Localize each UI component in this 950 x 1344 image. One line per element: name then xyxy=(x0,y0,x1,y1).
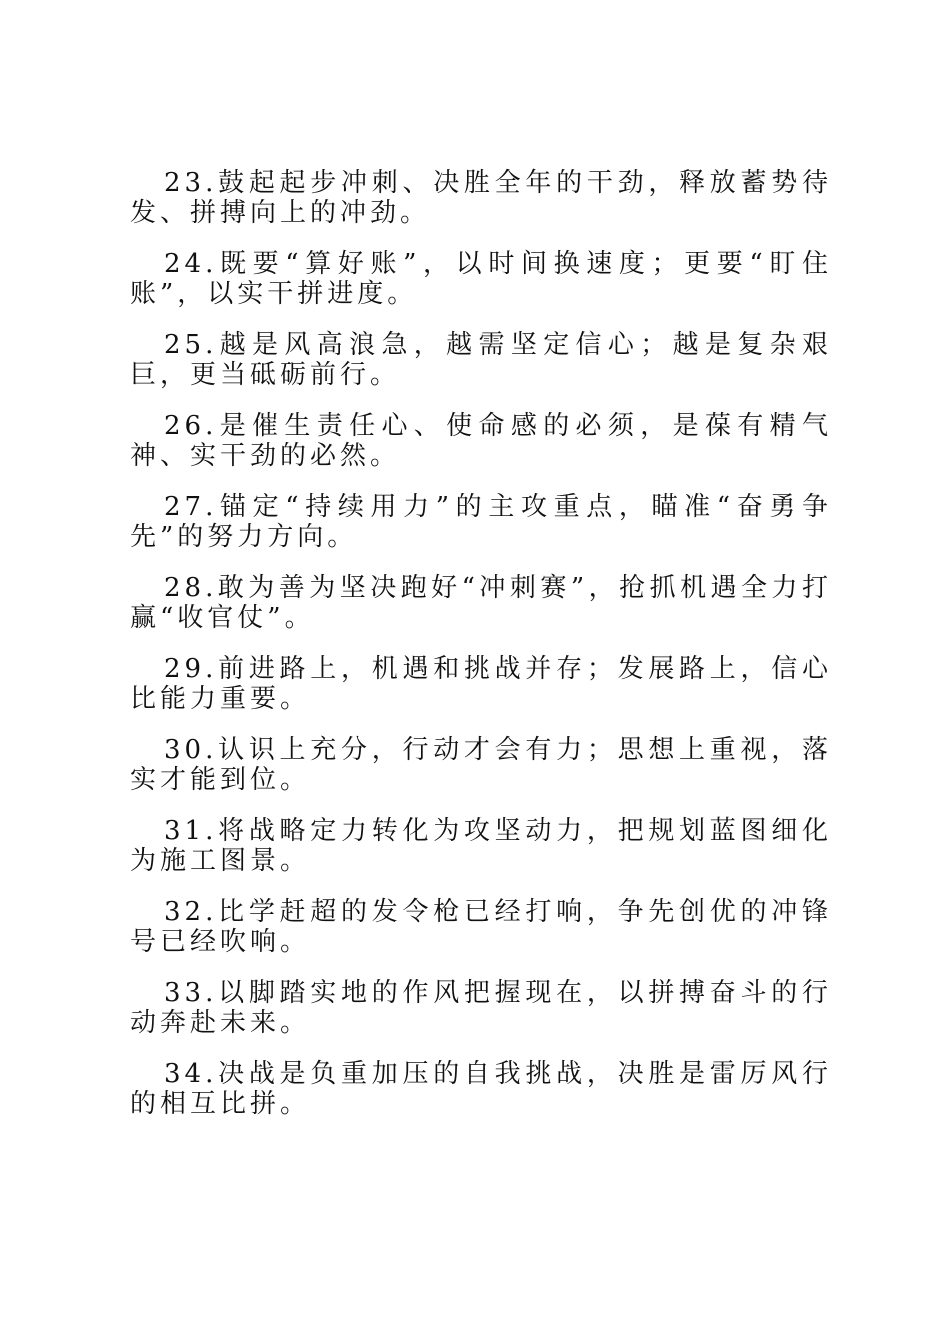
paragraph-31: 31.将战略定力转化为攻坚动力，把规划蓝图细化为施工图景。 xyxy=(130,816,832,876)
paragraph-27: 27.锚定“持续用力”的主攻重点，瞄准“奋勇争先”的努力方向。 xyxy=(130,492,832,552)
paragraph-32: 32.比学赶超的发令枪已经打响，争先创优的冲锋号已经吹响。 xyxy=(130,897,832,957)
paragraph-26: 26.是催生责任心、使命感的必须，是葆有精气神、实干劲的必然。 xyxy=(130,411,832,471)
paragraph-30: 30.认识上充分，行动才会有力；思想上重视，落实才能到位。 xyxy=(130,735,832,795)
document-body xyxy=(130,168,832,1140)
paragraph-29: 29.前进路上，机遇和挑战并存；发展路上，信心比能力重要。 xyxy=(130,654,832,714)
paragraph-23: 23.鼓起起步冲刺、决胜全年的干劲，释放蓄势待发、拼搏向上的冲劲。 xyxy=(130,168,832,228)
paragraph-25: 25.越是风高浪急，越需坚定信心；越是复杂艰巨，更当砥砺前行。 xyxy=(130,330,832,390)
paragraph-34: 34.决战是负重加压的自我挑战，决胜是雷厉风行的相互比拼。 xyxy=(130,1059,832,1119)
paragraph-28: 28.敢为善为坚决跑好“冲刺赛”，抢抓机遇全力打赢“收官仗”。 xyxy=(130,573,832,633)
paragraph-24: 24.既要“算好账”，以时间换速度；更要“盯住账”，以实干拼进度。 xyxy=(130,249,832,309)
paragraph-33: 33.以脚踏实地的作风把握现在，以拼搏奋斗的行动奔赴未来。 xyxy=(130,978,832,1038)
